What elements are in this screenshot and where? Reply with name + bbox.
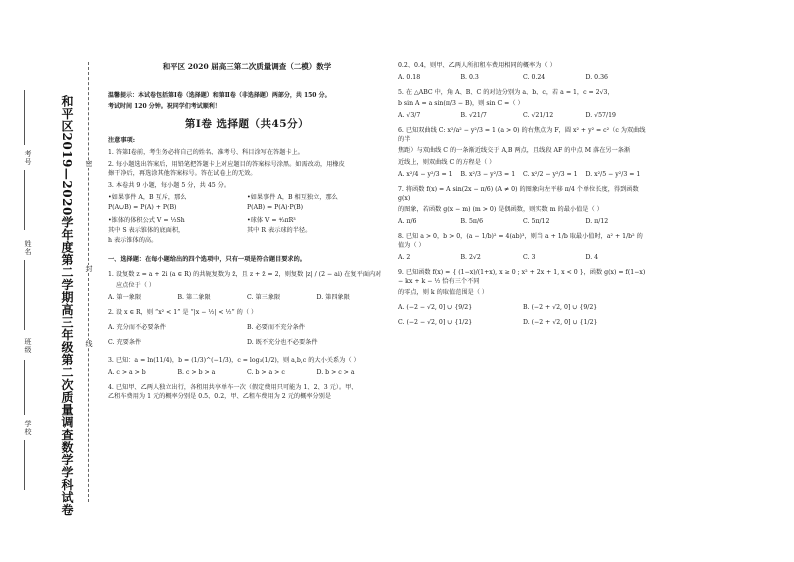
formula-row-5 bbox=[108, 237, 386, 246]
question-2: 2. 设 x ∈ R，则 “x² < 1” 是 “|x − ½| < ½” 的（ ） bbox=[108, 309, 258, 317]
q9-option-b: B. (−2 + √2, 0] ∪ {9/2} bbox=[523, 303, 598, 311]
question-9: 9. 已知函数 f(x) = { (1−x)/(1+x), x ≥ 0 ; x² + 2x + 1, x < 0 }，函数 g(x) = f(1−x) − kx + k − ½ 恰有三个不同 bbox=[398, 268, 646, 285]
question-7: 7. 将函数 f(x) = A sin(2x − π/6) (A ≠ 0) 的图象向左平移 π/4 个单位长度，得到函数 g(x) bbox=[398, 185, 639, 202]
q5-option-a: A. √3/7 bbox=[398, 111, 421, 119]
q6-option-c: C. x²/2 − y²/3 = 1 bbox=[523, 170, 578, 178]
q1-option-a: A. 第一象限 bbox=[108, 294, 142, 302]
question-8-options bbox=[398, 254, 648, 263]
q4-option-c: C. 0.24 bbox=[523, 73, 546, 81]
formula-row-3 bbox=[108, 217, 386, 226]
question-5-options bbox=[398, 112, 648, 121]
q5-option-d: D. √57/19 bbox=[585, 111, 616, 119]
exam-title: 和平区 2020 届高三第二次质量调查（二模）数学 bbox=[162, 62, 332, 71]
left-column bbox=[108, 62, 386, 405]
formula-exclusive-label: •如果事件 A，B 互斥，那么 bbox=[108, 194, 187, 202]
class-line bbox=[24, 260, 25, 330]
question-3-options bbox=[108, 369, 386, 378]
q5-option-c: C. √21/12 bbox=[523, 111, 554, 119]
q1-option-c: C. 第三象限 bbox=[247, 294, 281, 302]
q9-option-d: D. (−2 + √2, 0] ∪ {1/2} bbox=[523, 318, 598, 326]
q3-option-d: D. b > c > a bbox=[316, 369, 355, 377]
q2-option-c: C. 充要条件 bbox=[108, 339, 142, 347]
seal-mark-3: 线 bbox=[85, 340, 93, 348]
formula-independent-label: •如果事件 A，B 相互独立，那么 bbox=[247, 194, 338, 202]
q4-option-d: D. 0.36 bbox=[585, 73, 608, 81]
formula-row-2 bbox=[108, 204, 386, 213]
school-exam-title: 和平区2019—2020学年度第二学期高三年级第二次质量调查数学学科试卷 bbox=[60, 95, 74, 516]
q8-option-a: A. 2 bbox=[398, 253, 411, 261]
q7-option-a: A. π/6 bbox=[398, 217, 417, 225]
question-8: 8. 已知 a > 0，b > 0，(a − 1/b)² = 4(ab)³，则当 a + 1/b 取最小值时，a² + 1/b² 的值为（ ） bbox=[398, 232, 643, 249]
question-2-options bbox=[108, 321, 386, 351]
q1-option-d: D. 第四象限 bbox=[316, 294, 350, 302]
notes-heading: 注意事项: bbox=[108, 137, 136, 145]
formula-sphere-volume: •球体 V = ⁴⁄₃πR³ bbox=[247, 217, 296, 225]
q2-option-a: A. 充分而不必要条件 bbox=[108, 324, 166, 332]
school-label: 学校 bbox=[24, 420, 32, 436]
q7-option-b: B. 5π/6 bbox=[460, 217, 484, 225]
formula-exclusive: P(A∪B) = P(A) + P(B) bbox=[108, 204, 177, 212]
note-2a: 2. 每小题选出答案后，用铅笔把答题卡上对应题目的答案标号涂黑。如需改动，用橡皮 bbox=[108, 161, 345, 169]
q2-option-b: B. 必要而不充分条件 bbox=[247, 324, 305, 332]
section-title: 第Ⅰ卷 选择题（共45分） bbox=[184, 118, 310, 131]
q3-option-c: C. b > a > c bbox=[247, 369, 285, 377]
q7-option-d: D. π/12 bbox=[585, 217, 609, 225]
question-6: 6. 已知双曲线 C: x²/a² − y²/3 = 1 (a > 0) 的右焦点为 F，圆 x² + y² = c²（c 为双曲线的半 bbox=[398, 126, 646, 143]
formula-row-1 bbox=[108, 194, 386, 203]
q9-option-c: C. (−2 − √2, 0] ∪ {1/2} bbox=[398, 318, 473, 326]
name-line bbox=[24, 170, 25, 230]
question-4-options bbox=[398, 74, 648, 83]
exam-no-line bbox=[24, 90, 25, 145]
question-3: 3. 已知：a = ln(11/4)，b = (1/3)^(−1/3)，c = log₃(1/2)，则 a,b,c 的大小关系为（ ） bbox=[108, 357, 360, 365]
question-1-options bbox=[108, 294, 386, 303]
q6-option-d: D. x²/5 − y²/3 = 1 bbox=[585, 170, 641, 178]
question-4-end: 0.2、0.4，则甲、乙两人所扣租车费用相同的概率为（ ） bbox=[398, 62, 556, 69]
question-6-cont: 焦距）与双曲线 C 的一条渐近线交于 A,B 两点，且线段 AF 的中点 M 落在另一条渐 bbox=[398, 146, 631, 154]
q3-option-a: A. c > a > b bbox=[108, 369, 146, 377]
question-6-options bbox=[398, 171, 648, 180]
question-7-options bbox=[398, 218, 648, 227]
q8-option-d: D. 4 bbox=[585, 253, 599, 261]
question-9-cont: 的零点，则 k 的取值范围是（ ） bbox=[398, 288, 489, 296]
part1-title: 一、选择题：在每小题给出的四个选项中，只有一项是符合题目要求的。 bbox=[108, 256, 306, 264]
seal-line bbox=[88, 62, 89, 502]
note-2b: 擦干净后，再选涂其他答案标号。答在试卷上的无效。 bbox=[108, 170, 257, 178]
question-7-cont: 的图象，若函数 g(x − m) (m > 0) 是偶函数，则实数 m 的最小值是（ ） bbox=[398, 205, 603, 213]
q6-option-b: B. x²/3 − y²/3 = 1 bbox=[460, 170, 516, 178]
formula-row-4 bbox=[108, 227, 386, 236]
note-3: 3. 本卷共 9 小题，每小题 5 分，共 45 分。 bbox=[108, 182, 231, 190]
question-1: 1. 设复数 z = a + 2i (a ∈ R) 的共轭复数为 z̄，且 z + z̄ = 2，则复数 |z| / (2 − ai) 在复平面内对 bbox=[108, 271, 382, 279]
q1-option-b: B. 第二象限 bbox=[177, 294, 211, 302]
right-column bbox=[398, 62, 648, 334]
question-4-cont: 乙租车费用为 1 元的概率分别是 0.5、0.2，甲、乙租车费用为 2 元的概率分别是 bbox=[108, 393, 332, 401]
formula-independent: P(AB) = P(A)·P(B) bbox=[247, 204, 304, 212]
formula-sphere-r: 其中 R 表示球的半径。 bbox=[247, 227, 312, 235]
class-label: 班级 bbox=[24, 338, 32, 354]
q8-option-b: B. 2√2 bbox=[460, 253, 481, 261]
seal-mark-1: 密 bbox=[85, 160, 93, 168]
school-line bbox=[24, 360, 25, 415]
q9-option-a: A. (−2 − √2, 0] ∪ {9/2} bbox=[398, 303, 473, 311]
question-5: 5. 在 △ABC 中，角 A、B、C 的对边分别为 a、b、c，若 a = 1，c = 2√3， bbox=[398, 88, 614, 96]
q3-option-b: B. c > b > a bbox=[177, 369, 216, 377]
q6-option-a: A. x²/4 − y²/3 = 1 bbox=[398, 170, 453, 178]
q7-option-c: C. 5π/12 bbox=[523, 217, 550, 225]
note-1: 1. 答第Ⅰ卷前，考生务必将自己的姓名、准考号、科目涂写在答题卡上。 bbox=[108, 149, 304, 157]
binding-margin bbox=[0, 0, 100, 562]
q4-option-a: A. 0.18 bbox=[398, 73, 421, 81]
formula-cone-h: h 表示锥体的高。 bbox=[108, 237, 158, 245]
exam-description: 温馨提示：本试卷包括第Ⅰ卷（选择题）和第Ⅱ卷（非选择题）两部分，共 150 分。 bbox=[108, 91, 331, 99]
exam-no-label: 考号 bbox=[24, 150, 32, 166]
formula-cone-s: 其中 S 表示锥体的底面积， bbox=[108, 227, 185, 235]
q2-option-d: D. 既不充分也不必要条件 bbox=[247, 339, 318, 347]
seal-mark-2: 封 bbox=[85, 265, 93, 273]
name-label: 姓名 bbox=[24, 240, 32, 256]
exam-time: 考试时间 120 分钟。祝同学们考试顺利！ bbox=[108, 102, 221, 110]
q4-option-b: B. 0.3 bbox=[460, 73, 479, 81]
q5-option-b: B. √21/7 bbox=[460, 111, 487, 119]
bottom-line bbox=[24, 440, 25, 490]
question-5-cont: b sin A = a sin(π/3 − B)，则 sin C =（ ） bbox=[398, 99, 524, 107]
question-4: 4. 已知甲、乙两人独立出行，各租用共享单车一次（假定费用只可能为 1、2、3 元）。甲、 bbox=[108, 384, 358, 392]
question-1-cont: 应点位于（ ） bbox=[116, 282, 156, 290]
question-6-cont-2: 近线上，则双曲线 C 的方程是（ ） bbox=[398, 158, 496, 166]
formula-cone-volume: •锥体的体积公式 V = ⅓Sh bbox=[108, 217, 185, 225]
q8-option-c: C. 3 bbox=[523, 253, 536, 261]
question-9-options bbox=[398, 301, 648, 331]
